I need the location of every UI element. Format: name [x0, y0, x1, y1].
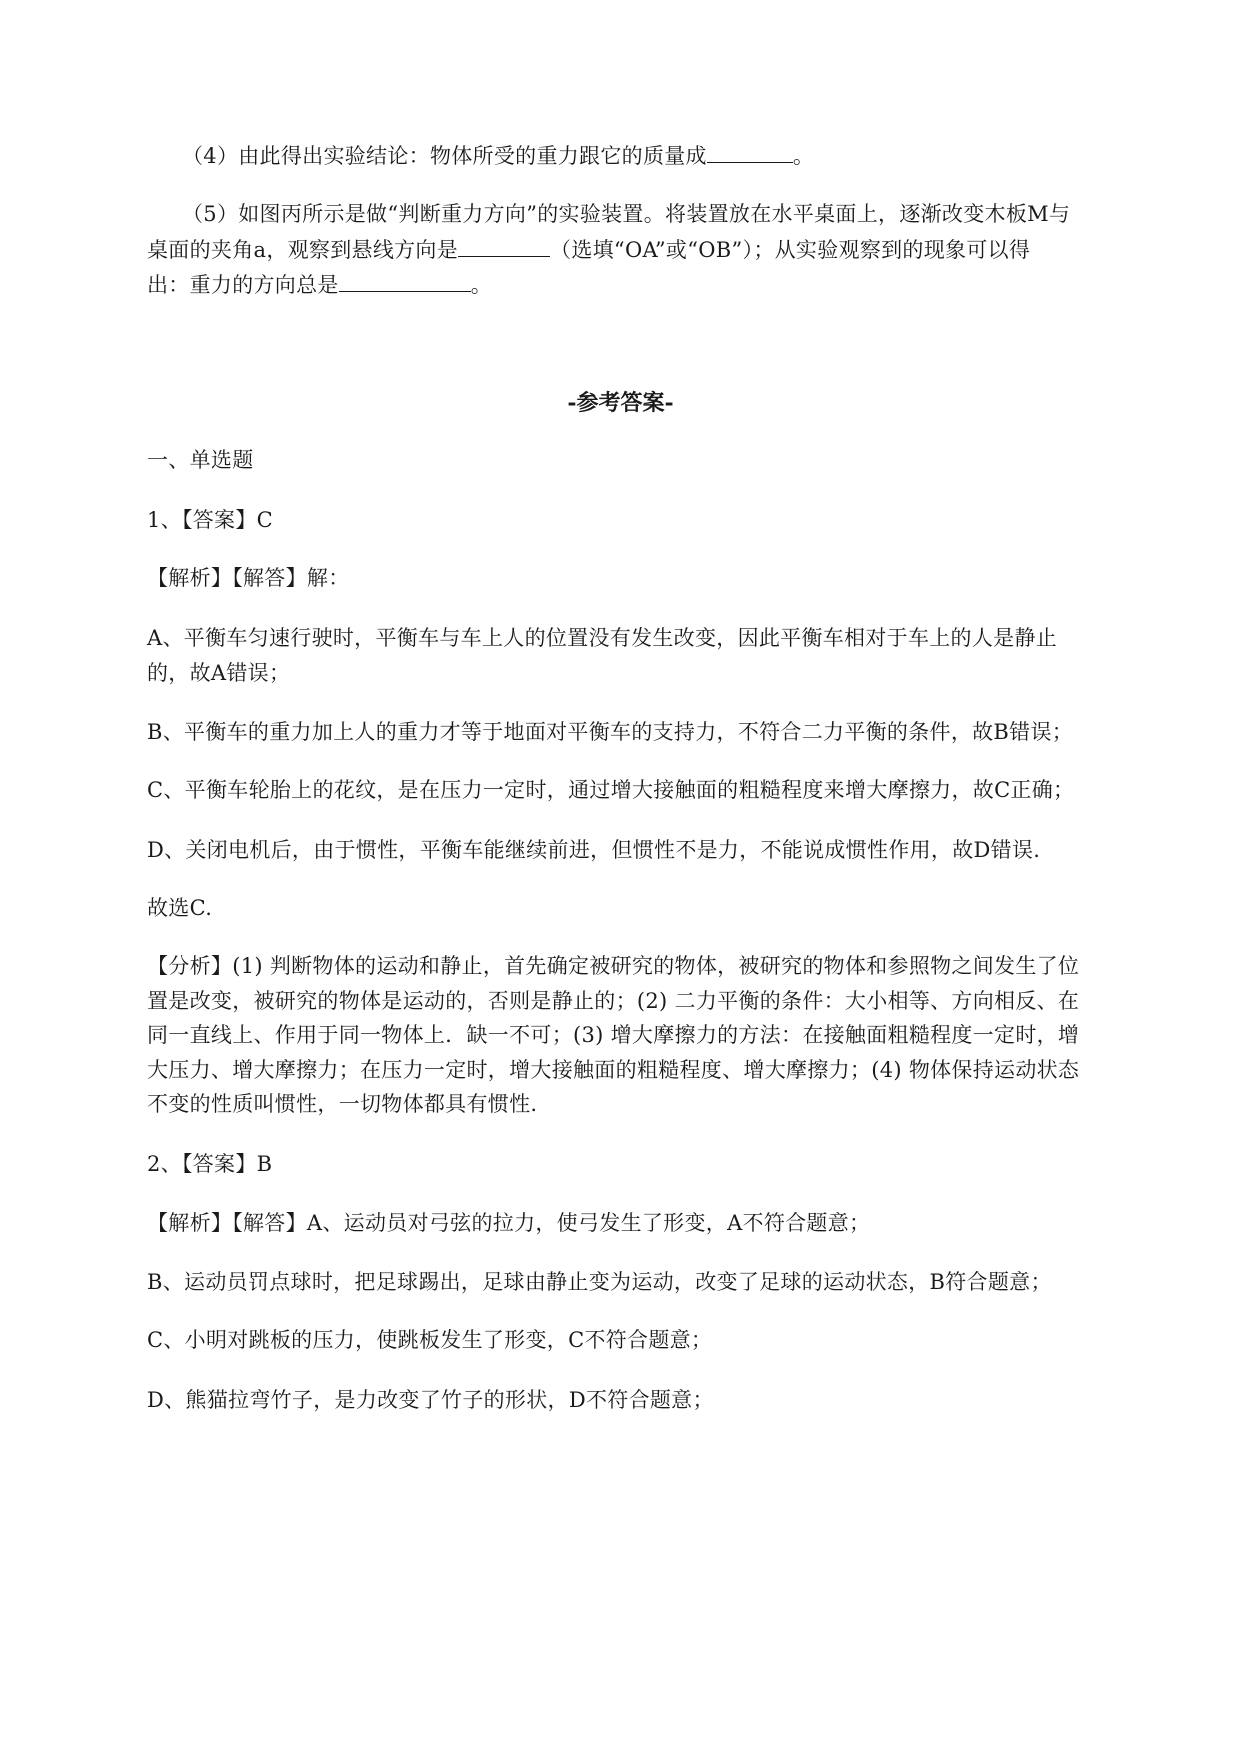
answer-2-option-c: C、小明对跳板的压力，使跳板发生了形变，C不符合题意； [147, 1328, 713, 1352]
answer-blank[interactable] [707, 142, 793, 163]
answer-2-option-a: 【解析】【解答】A、运动员对弓弦的拉力，使弓发生了形变，A不符合题意； [147, 1211, 871, 1235]
answer-1: 1、【答案】C [147, 508, 274, 532]
answer-2: 2、【答案】B [147, 1152, 273, 1176]
answer-blank[interactable] [458, 236, 550, 257]
question-4-end: 。 [792, 144, 815, 168]
answer-1-option-b: B、平衡车的重力加上人的重力才等于地面对平衡车的支持力，不符合二力平衡的条件，故B错误； [147, 720, 1074, 744]
answer-1-choice: 故选C. [147, 896, 213, 920]
question-5-line-3 [147, 271, 1127, 297]
answer-1-fenxi-line-3: 同一直线上、作用于同一物体上．缺一不可；(3) 增大摩擦力的方法：在接触面粗糙程度一定时，增 [147, 1023, 1080, 1047]
answer-1-fenxi-line-4: 大压力、增大摩擦力；在压力一定时，增大接触面的粗糙程度、增大摩擦力；(4) 物体保持运动状态 [147, 1058, 1080, 1082]
answer-1-fenxi-line-5: 不变的性质叫惯性，一切物体都具有惯性. [147, 1092, 538, 1116]
question-5-text-c: 出：重力的方向总是 [147, 273, 339, 297]
answer-2-option-d: D、熊猫拉弯竹子，是力改变了竹子的形状，D不符合题意； [147, 1388, 714, 1412]
answer-1-analysis-head: 【解析】【解答】解： [147, 566, 350, 590]
section-heading: 一、单选题 [147, 448, 254, 472]
question-4-text: （4）由此得出实验结论：物体所受的重力跟它的质量成 [182, 144, 707, 168]
question-4 [182, 142, 1162, 168]
answer-1-option-c: C、平衡车轮胎上的花纹，是在压力一定时，通过增大接触面的粗糙程度来增大摩擦力，故C正确； [147, 778, 1075, 802]
question-5-text-b: （选填“OA”或“OB”）；从实验观察到的现象可以得 [550, 238, 1031, 262]
answer-1-fenxi-line-1: 【分析】(1) 判断物体的运动和静止，首先确定被研究的物体，被研究的物体和参照物之间发生了位 [147, 954, 1080, 978]
question-5-line-2 [147, 236, 1127, 262]
question-5-line-1: （5）如图丙所示是做“判断重力方向”的实验装置。将装置放在水平桌面上，逐渐改变木板M与 [182, 202, 1071, 226]
question-5-text-a: 桌面的夹角a，观察到悬线方向是 [147, 238, 459, 262]
answers-title: -参考答案- [567, 390, 674, 416]
answer-1-option-a-line-2: 的，故A错误； [147, 661, 291, 685]
answer-1-option-d: D、关闭电机后，由于惯性，平衡车能继续前进，但惯性不是力，不能说成惯性作用，故D错误. [147, 838, 1041, 862]
answer-1-option-a-line-1: A、平衡车匀速行驶时，平衡车与车上人的位置没有发生改变，因此平衡车相对于车上的人是静止 [147, 626, 1058, 650]
answer-blank[interactable] [339, 271, 471, 292]
question-5-text-d: 。 [470, 273, 493, 297]
answer-1-fenxi-line-2: 置是改变，被研究的物体是运动的，否则是静止的；(2) 二力平衡的条件：大小相等、方向相反、在 [147, 989, 1080, 1013]
answer-2-option-b: B、运动员罚点球时，把足球踢出，足球由静止变为运动，改变了足球的运动状态，B符合题意； [147, 1270, 1052, 1294]
